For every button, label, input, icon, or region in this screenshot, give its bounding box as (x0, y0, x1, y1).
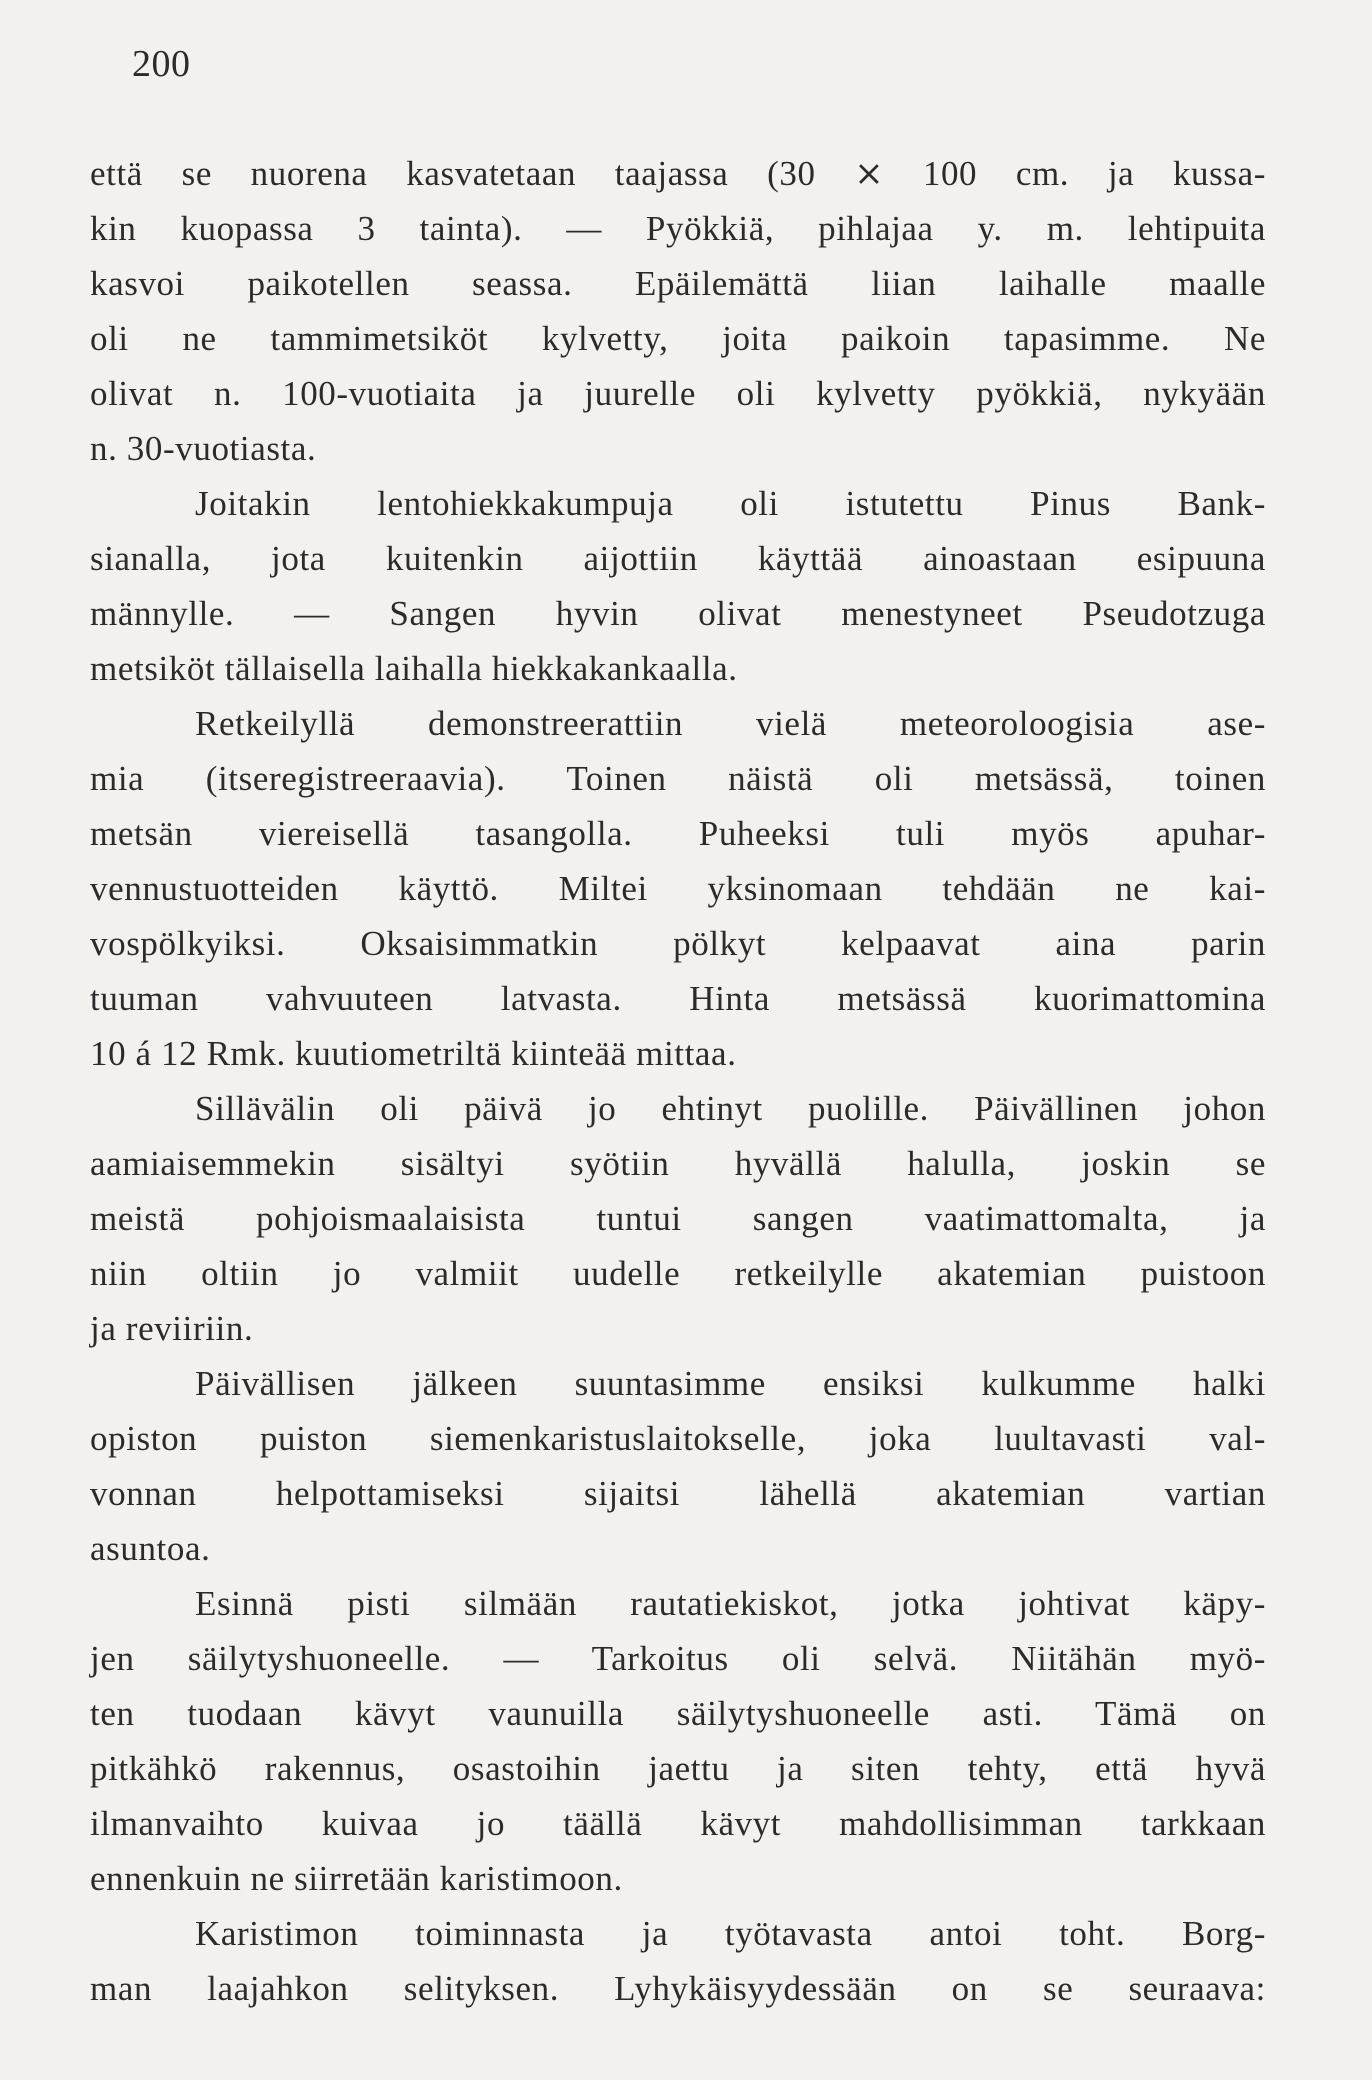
text-line: tuuman vahvuuteen latvasta. Hinta metsässä kuorimattomina (90, 979, 1266, 1018)
text-line: ilmanvaihto kuivaa jo täällä kävyt mahdollisimman tarkkaan (90, 1804, 1266, 1843)
text-line: Retkeilyllä demonstreerattiin vielä meteoroloogisia ase- (195, 704, 1266, 743)
text-line: vennustuotteiden käyttö. Miltei yksinomaan tehdään ne kai- (90, 869, 1266, 908)
text-line: Sillävälin oli päivä jo ehtinyt puolille. Päivällinen johon (195, 1089, 1266, 1128)
text-line: vospölkyiksi. Oksaisimmatkin pölkyt kelpaavat aina parin (90, 924, 1266, 963)
text-line: oli ne tammimetsiköt kylvetty, joita paikoin tapasimme. Ne (90, 319, 1266, 358)
text-line: kasvoi paikotellen seassa. Epäilemättä liian laihalle maalle (90, 264, 1266, 303)
text-line: sianalla, jota kuitenkin aijottiin käyttää ainoastaan esipuuna (90, 539, 1266, 578)
text-line: metsiköt tällaisella laihalla hiekkakankaalla. (90, 649, 738, 688)
text-line: männylle. — Sangen hyvin olivat menestyneet Pseudotzuga (90, 594, 1266, 633)
text-line: opiston puiston siemenkaristuslaitokselle, joka luultavasti val- (90, 1419, 1266, 1458)
text-line: Esinnä pisti silmään rautatiekiskot, jotka johtivat käpy- (195, 1584, 1266, 1623)
text-line: Karistimon toiminnasta ja työtavasta antoi toht. Borg- (195, 1914, 1266, 1953)
text-line: olivat n. 100-vuotiaita ja juurelle oli kylvetty pyökkiä, nykyään (90, 374, 1266, 413)
text-line: man laajahkon selityksen. Lyhykäisyydessään on se seuraava: (90, 1969, 1266, 2008)
text-line: kin kuopassa 3 tainta). — Pyökkiä, pihlajaa y. m. lehtipuita (90, 209, 1266, 248)
text-line: 10 á 12 Rmk. kuutiometriltä kiinteää mittaa. (90, 1034, 737, 1073)
text-line: ennenkuin ne siirretään karistimoon. (90, 1859, 623, 1898)
text-line: meistä pohjoismaalaisista tuntui sangen vaatimattomalta, ja (90, 1199, 1266, 1238)
body-text (90, 146, 1266, 2016)
text-line: vonnan helpottamiseksi sijaitsi lähellä akatemian vartian (90, 1474, 1266, 1513)
text-line: että se nuorena kasvatetaan taajassa (30 ⨯ 100 cm. ja kussa- (90, 154, 1266, 193)
page-number: 200 (132, 43, 191, 85)
text-line: niin oltiin jo valmiit uudelle retkeilylle akatemian puistoon (90, 1254, 1266, 1293)
text-line: aamiaisemmekin sisältyi syötiin hyvällä halulla, joskin se (90, 1144, 1266, 1183)
text-line: pitkähkö rakennus, osastoihin jaettu ja siten tehty, että hyvä (90, 1749, 1266, 1788)
text-line: n. 30-vuotiasta. (90, 429, 317, 468)
text-line: Joitakin lentohiekkakumpuja oli istutettu Pinus Bank- (195, 484, 1266, 523)
text-line: jen säilytyshuoneelle. — Tarkoitus oli selvä. Niitähän myö- (90, 1639, 1266, 1678)
text-line: metsän viereisellä tasangolla. Puheeksi tuli myös apuhar- (90, 814, 1266, 853)
text-line: ja reviiriin. (90, 1309, 254, 1348)
text-line: ten tuodaan kävyt vaunuilla säilytyshuoneelle asti. Tämä on (90, 1694, 1266, 1733)
text-line: mia (itseregistreeraavia). Toinen näistä oli metsässä, toinen (90, 759, 1266, 798)
text-line: asuntoa. (90, 1529, 211, 1568)
text-line: Päivällisen jälkeen suuntasimme ensiksi kulkumme halki (195, 1364, 1266, 1403)
